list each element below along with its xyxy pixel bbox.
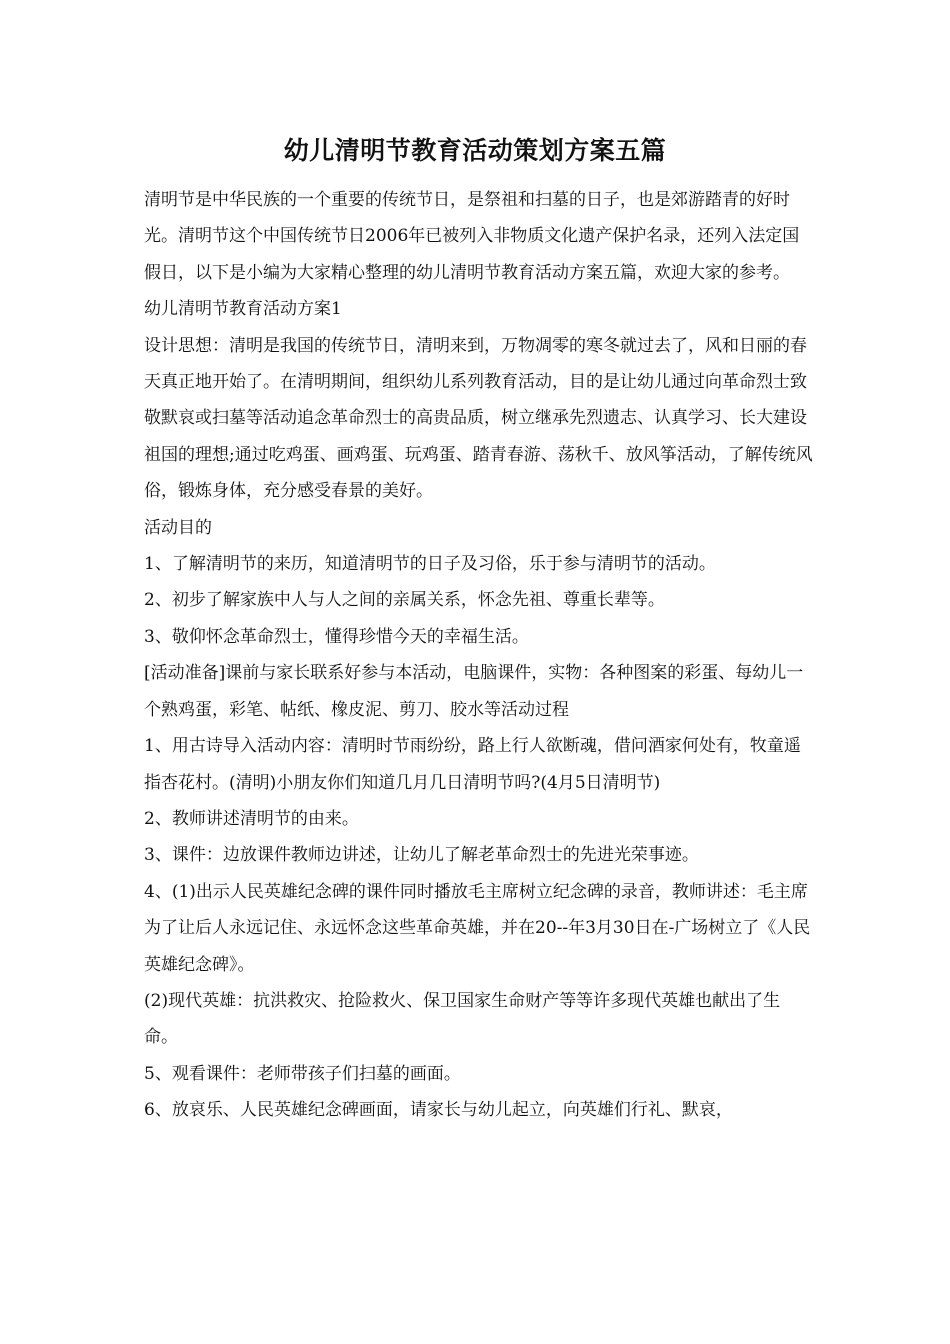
list-item: 6、放哀乐、人民英雄纪念碑画面，请家长与幼儿起立，向英雄们行礼、默哀， (144, 1100, 733, 1121)
intro-paragraph: 清明节是中华民族的一个重要的传统节日，是祭祖和扫墓的日子，也是郊游踏青的好时光。清明节这个中国传统节日2006年已被列入非物质文化遗产保护名录，还列入法定国假日，以下是小编为大家精心整理的幼儿清明节教育活动方案五篇，欢迎大家的参考。 (144, 190, 800, 283)
paragraph: [活动准备]课前与家长联系好参与本活动，电脑课件，实物：各种图案的彩蛋、每幼儿一个熟鸡蛋，彩笔、帖纸、橡皮泥、剪刀、胶水等活动过程 (144, 663, 804, 720)
subheading: 活动目的 (144, 517, 212, 538)
list-item: 5、观看课件：老师带孩子们扫墓的画面。 (144, 1063, 461, 1084)
list-item: 4、(1)出示人民英雄纪念碑的课件同时播放毛主席树立纪念碑的录音，教师讲述：毛主席为了让后人永远记住、永远怀念这些革命英雄，并在20--年3月30日在-广场树立了《人民英雄纪念碑》。 (144, 881, 811, 975)
list-item: 2、初步了解家族中人与人之间的亲属关系，怀念先祖、尊重长辈等。 (144, 590, 665, 611)
document-title: 幼儿清明节教育活动策划方案五篇 (283, 136, 667, 165)
list-item: 3、敬仰怀念革命烈士，懂得珍惜今天的幸福生活。 (144, 626, 529, 647)
paragraph: 设计思想：清明是我国的传统节日，清明来到，万物凋零的寒冬就过去了，风和日丽的春天真正地开始了。在清明期间，组织幼儿系列教育活动，目的是让幼儿通过向革命烈士致敬默哀或扫墓等活动追念革命烈士的高贵品质，树立继承先烈遗志、认真学习、长大建设祖国的理想;通过吃鸡蛋、画鸡蛋、玩鸡蛋、踏青春游、荡秋千、放风筝活动，了解传统风俗，锻炼身体，充分感受春景的美好。 (144, 335, 813, 502)
list-item: (2)现代英雄：抗洪救灾、抢险救火、保卫国家生命财产等等许多现代英雄也献出了生命。 (144, 990, 781, 1048)
document-body (144, 182, 814, 1129)
list-item: 1、了解清明节的来历，知道清明节的日子及习俗，乐于参与清明节的活动。 (144, 554, 716, 575)
list-item: 2、教师讲述清明节的由来。 (144, 808, 359, 829)
list-item: 3、课件：边放课件教师边讲述，让幼儿了解老革命烈士的先进光荣事迹。 (144, 845, 699, 866)
section-heading: 幼儿清明节教育活动方案1 (144, 299, 342, 320)
list-item: 1、用古诗导入活动内容：清明时节雨纷纷，路上行人欲断魂，借问酒家何处有，牧童遥指杏花村。(清明)小朋友你们知道几月几日清明节吗?(4月5日清明节) (144, 736, 801, 793)
